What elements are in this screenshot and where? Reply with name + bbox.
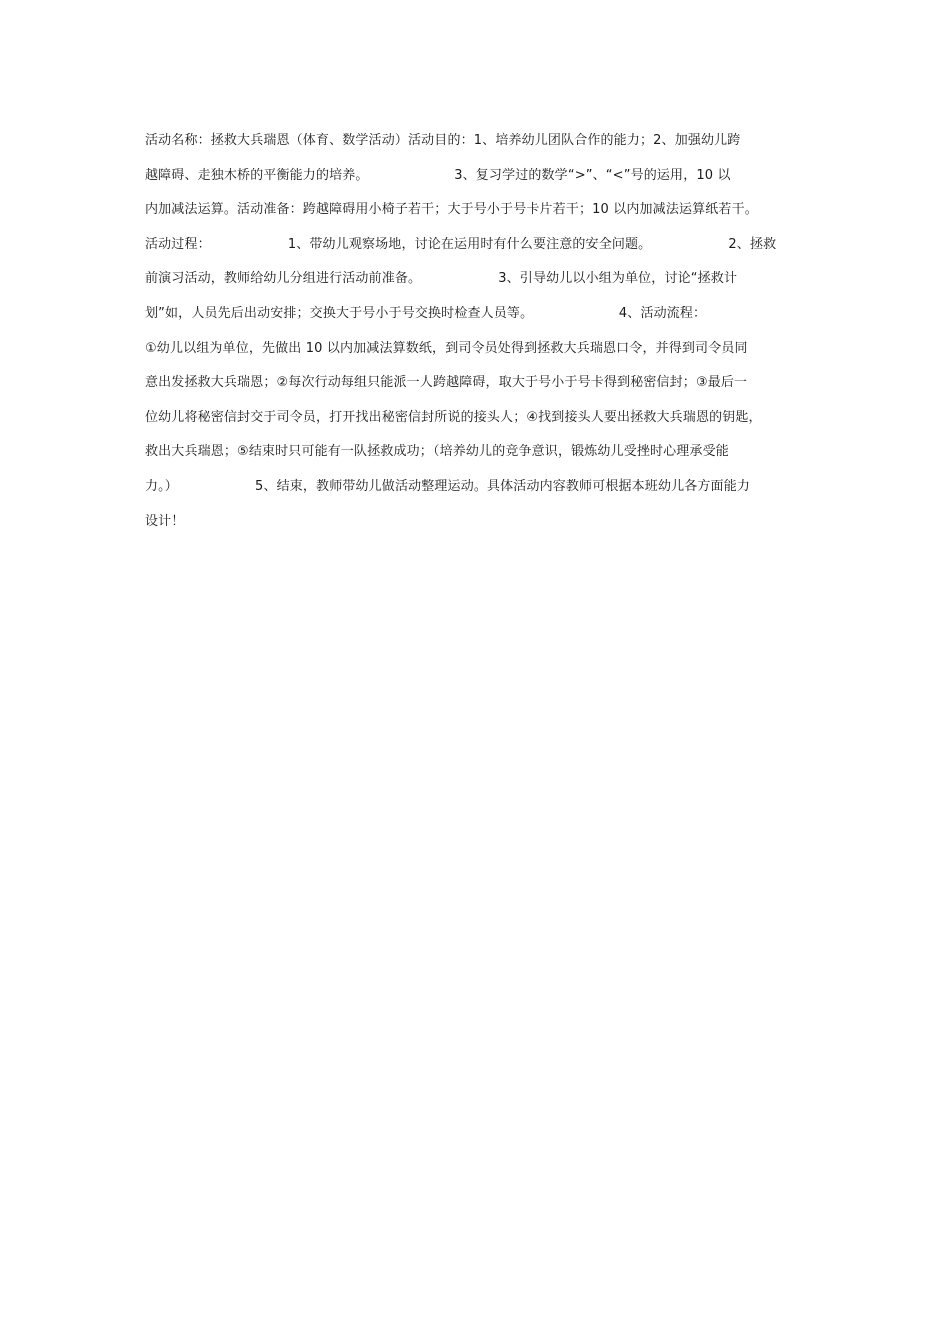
- document-body: [145, 124, 817, 539]
- text-line: 越障碍、走独木桥的平衡能力的培养。 3、复习学过的数学“>”、“<”号的运用，10 以: [145, 167, 731, 183]
- text-line: 位幼儿将秘密信封交于司令员，打开找出秘密信封所说的接头人；④找到接头人要出拯救大兵瑞恩的钥匙，: [145, 409, 762, 425]
- text-line: 意出发拯救大兵瑞恩；②每次行动每组只能派一人跨越障碍，取大于号小于号卡得到秘密信封；③最后一: [145, 375, 748, 391]
- text-line: 力。） 5、结束，教师带幼儿做活动整理运动。具体活动内容教师可根据本班幼儿各方面能力: [145, 478, 751, 494]
- text-line: 救出大兵瑞恩；⑤结束时只可能有一队拯救成功；（培养幼儿的竞争意识，锻炼幼儿受挫时心理承受能: [145, 444, 729, 460]
- text-line: 活动名称：拯救大兵瑞恩（体育、数学活动）活动目的：1、培养幼儿团队合作的能力；2、加强幼儿跨: [145, 133, 741, 148]
- text-line: 设计！: [145, 513, 185, 529]
- text-line: ①幼儿以组为单位，先做出 10 以内加减法算数纸，到司令员处得到拯救大兵瑞恩口令，并得到司令员同: [145, 340, 748, 356]
- text-line: 前演习活动，教师给幼儿分组进行活动前准备。 3、引导幼儿以小组为单位，讨论“拯救计: [145, 271, 738, 287]
- text-line: 划”如，人员先后出动安排；交换大于号小于号交换时检查人员等。 4、活动流程：: [145, 305, 707, 321]
- text-line: 内加减法运算。活动准备：跨越障碍用小椅子若干；大于号小于号卡片若干；10 以内加减法运算纸若干。: [145, 202, 758, 218]
- text-line: 活动过程： 1、带幼儿观察场地，讨论在运用时有什么要注意的安全问题。 2、拯救: [145, 236, 777, 252]
